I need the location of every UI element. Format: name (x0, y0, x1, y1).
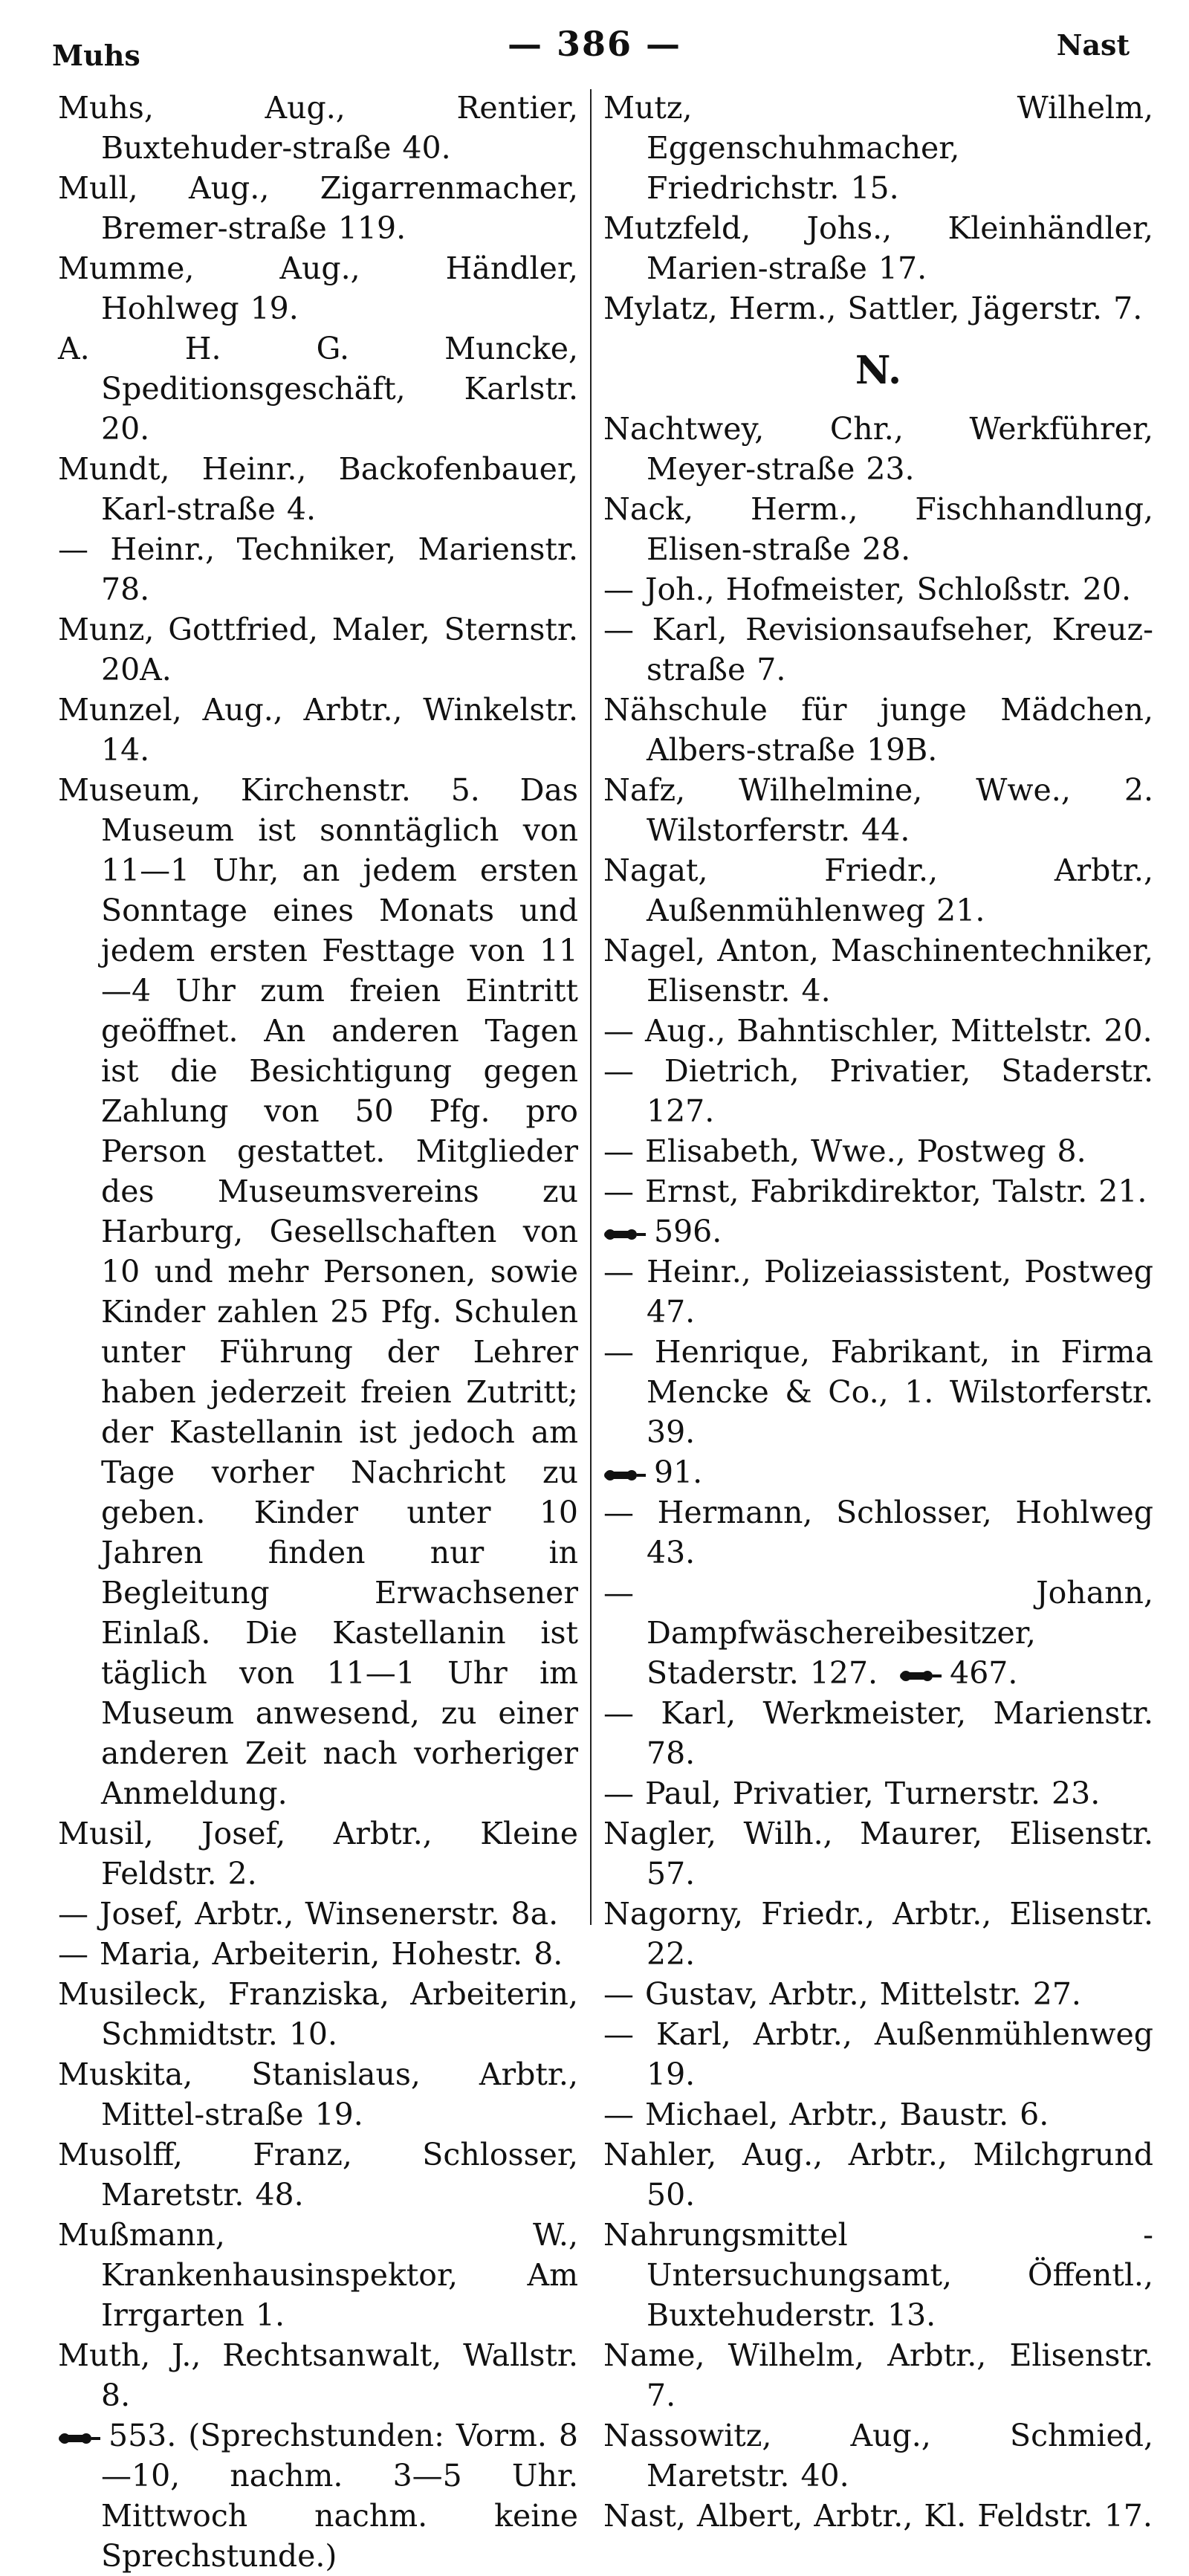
directory-entry: — Karl, Arbtr., Außenmühlenweg 19. (603, 2016, 1153, 2092)
phone-text: 467. (950, 1655, 1018, 1691)
directory-entry: Name, Wilhelm, Arbtr., Elisenstr. 7. (603, 2337, 1153, 2413)
directory-entry: Nähschule für junge Mädchen, Albers-straße 19B. (603, 692, 1153, 768)
phone-line (603, 1211, 1153, 1252)
directory-entry: Nast, Albert, Arbtr., Kl. Feldstr. 17. (603, 2498, 1153, 2534)
directory-entry (603, 1573, 1153, 1693)
directory-entry: — Gustav, Arbtr., Mittelstr. 27. (603, 1976, 1081, 2012)
museum-entry: Museum, Kirchenstr. 5. Das Museum ist sonntäglich von 11—1 Uhr, an jedem ersten Sonntage eines Monats und jedem ersten Festtage von 11—4 Uhr zum freien Eintritt geöffnet. An anderen Tagen ist die Besichtigung gegen Zahlung von 50 Pfg. pro Person gestattet. Mitglieder des Museumsvereins zu Harburg, Gesellschaften von 10 und mehr Personen, sowie Kinder zahlen 25 Pfg. Schulen unter Führung der Lehrer haben jederzeit freien Zutritt; der Kastellanin ist jedoch am Tage vorher Nachricht zu geben. Kinder unter 10 Jahren finden nur in Begleitung Erwachsener Einlaß. Die Kastellanin ist täglich von 11—1 Uhr im Museum anwesend, zu einer anderen Zeit nach vorheriger Anmeldung. (58, 772, 578, 1811)
directory-entry: — Ernst, Fabrikdirektor, Talstr. 21. (603, 1174, 1147, 1209)
directory-entry: Mundt, Heinr., Backofenbauer, Karl-straße 4. (58, 451, 578, 527)
directory-entry: Munz, Gottfried, Maler, Sternstr. 20A. (58, 612, 578, 687)
directory-entry: — Paul, Privatier, Turnerstr. 23. (603, 1776, 1101, 1811)
directory-entry: — Heinr., Polizeiassistent, Postweg 47. (603, 1254, 1153, 1330)
directory-entry: — Heinr., Techniker, Marienstr. 78. (58, 531, 578, 607)
header-right-keyword: Nast (1056, 28, 1130, 62)
directory-entry: Mull, Aug., Zigarrenmacher, Bremer-straße 119. (58, 170, 578, 246)
directory-entry: — Hermann, Schlosser, Hohlweg 43. (603, 1495, 1153, 1570)
directory-entry: Nassowitz, Aug., Schmied, Maretstr. 40. (603, 2418, 1153, 2494)
directory-entry: Nachtwey, Chr., Werkführer, Meyer-straße 23. (603, 411, 1153, 487)
directory-entry: — Dietrich, Privatier, Staderstr. 127. (603, 1053, 1153, 1129)
phone-text: 553. (Sprechstunden: Vorm. 8—10, nachm. 3—5 Uhr. Mittwoch nachm. keine Sprechstunde.) (101, 2418, 578, 2574)
telephone-icon (603, 1467, 647, 1483)
telephone-icon (58, 2430, 101, 2447)
directory-entry: Musileck, Franziska, Arbeiterin, Schmidtstr. 10. (58, 1976, 578, 2052)
directory-entry: Nagler, Wilh., Maurer, Elisenstr. 57. (603, 1816, 1153, 1891)
directory-entry: Nack, Herm., Fischhandlung, Elisen-straße 28. (603, 491, 1153, 567)
phone-line (58, 2415, 578, 2576)
directory-entry: Mylatz, Herm., Sattler, Jägerstr. 7. (603, 291, 1143, 326)
directory-entry: Mumme, Aug., Händler, Hohlweg 19. (58, 250, 578, 326)
directory-entry: Musolff, Franz, Schlosser, Maretstr. 48. (58, 2137, 578, 2213)
entry-text: — Johann, Dampfwäschereibesitzer, Staderstr. 127. (603, 1575, 1153, 1691)
column-divider (590, 89, 592, 1925)
directory-entry: Nagat, Friedr., Arbtr., Außenmühlenweg 21. (603, 852, 1153, 928)
phone-text: 596. (654, 1214, 722, 1249)
directory-entry: Muskita, Stanislaus, Arbtr., Mittel-straße 19. (58, 2056, 578, 2132)
directory-entry: Nafz, Wilhelmine, Wwe., 2. Wilstorferstr. 44. (603, 772, 1153, 848)
directory-entry: Nagorny, Friedr., Arbtr., Elisenstr. 22. (603, 1896, 1153, 1972)
directory-entry: — Michael, Arbtr., Baustr. 6. (603, 2097, 1049, 2132)
telephone-icon (603, 1226, 647, 1243)
directory-entry: — Josef, Arbtr., Winsenerstr. 8a. (58, 1896, 559, 1932)
right-column (603, 88, 1153, 2536)
directory-entry: Mußmann, W., Krankenhausinspektor, Am Irrgarten 1. (58, 2217, 578, 2333)
directory-entry: Nahrungsmittel - Untersuchungsamt, Öffentl., Buxtehuderstr. 13. (603, 2217, 1153, 2333)
directory-entry: Muth, J., Rechtsanwalt, Wallstr. 8. (58, 2337, 578, 2413)
directory-entry: A. H. G. Muncke, Speditionsgeschäft, Karlstr. 20. (58, 331, 578, 447)
telephone-icon (899, 1668, 942, 1684)
directory-entry: Nahler, Aug., Arbtr., Milchgrund 50. (603, 2137, 1153, 2213)
directory-entry: — Aug., Bahntischler, Mittelstr. 20. (603, 1013, 1153, 1049)
directory-entry: Mutzfeld, Johs., Kleinhändler, Marien-straße 17. (603, 210, 1153, 286)
left-column (58, 88, 578, 2576)
directory-entry: Mutz, Wilhelm, Eggenschuhmacher, Friedrichstr. 15. (603, 90, 1153, 206)
directory-entry: — Henrique, Fabrikant, in Firma Mencke & Co., 1. Wilstorferstr. 39. (603, 1334, 1153, 1450)
directory-entry: — Maria, Arbeiterin, Hohestr. 8. (58, 1936, 563, 1972)
section-letter: N. (855, 348, 902, 393)
directory-entry: — Elisabeth, Wwe., Postweg 8. (603, 1133, 1086, 1169)
phone-text: 91. (654, 1454, 703, 1490)
header-left-keyword: Muhs (52, 39, 140, 72)
directory-entry: — Karl, Revisionsaufseher, Kreuz-straße 7. (603, 612, 1153, 687)
phone-line (603, 1452, 1153, 1492)
directory-entry: Musil, Josef, Arbtr., Kleine Feldstr. 2. (58, 1816, 578, 1891)
directory-entry: — Karl, Werkmeister, Marienstr. 78. (603, 1695, 1153, 1771)
directory-entry: Muhs, Aug., Rentier, Buxtehuder-straße 40. (58, 90, 578, 166)
directory-entry: Nagel, Anton, Maschinentechniker, Elisenstr. 4. (603, 933, 1153, 1009)
page-number: — 386 — (507, 24, 682, 64)
page-header (0, 22, 1189, 72)
directory-entry: — Joh., Hofmeister, Schloßstr. 20. (603, 572, 1131, 607)
directory-entry: Munzel, Aug., Arbtr., Winkelstr. 14. (58, 692, 578, 768)
